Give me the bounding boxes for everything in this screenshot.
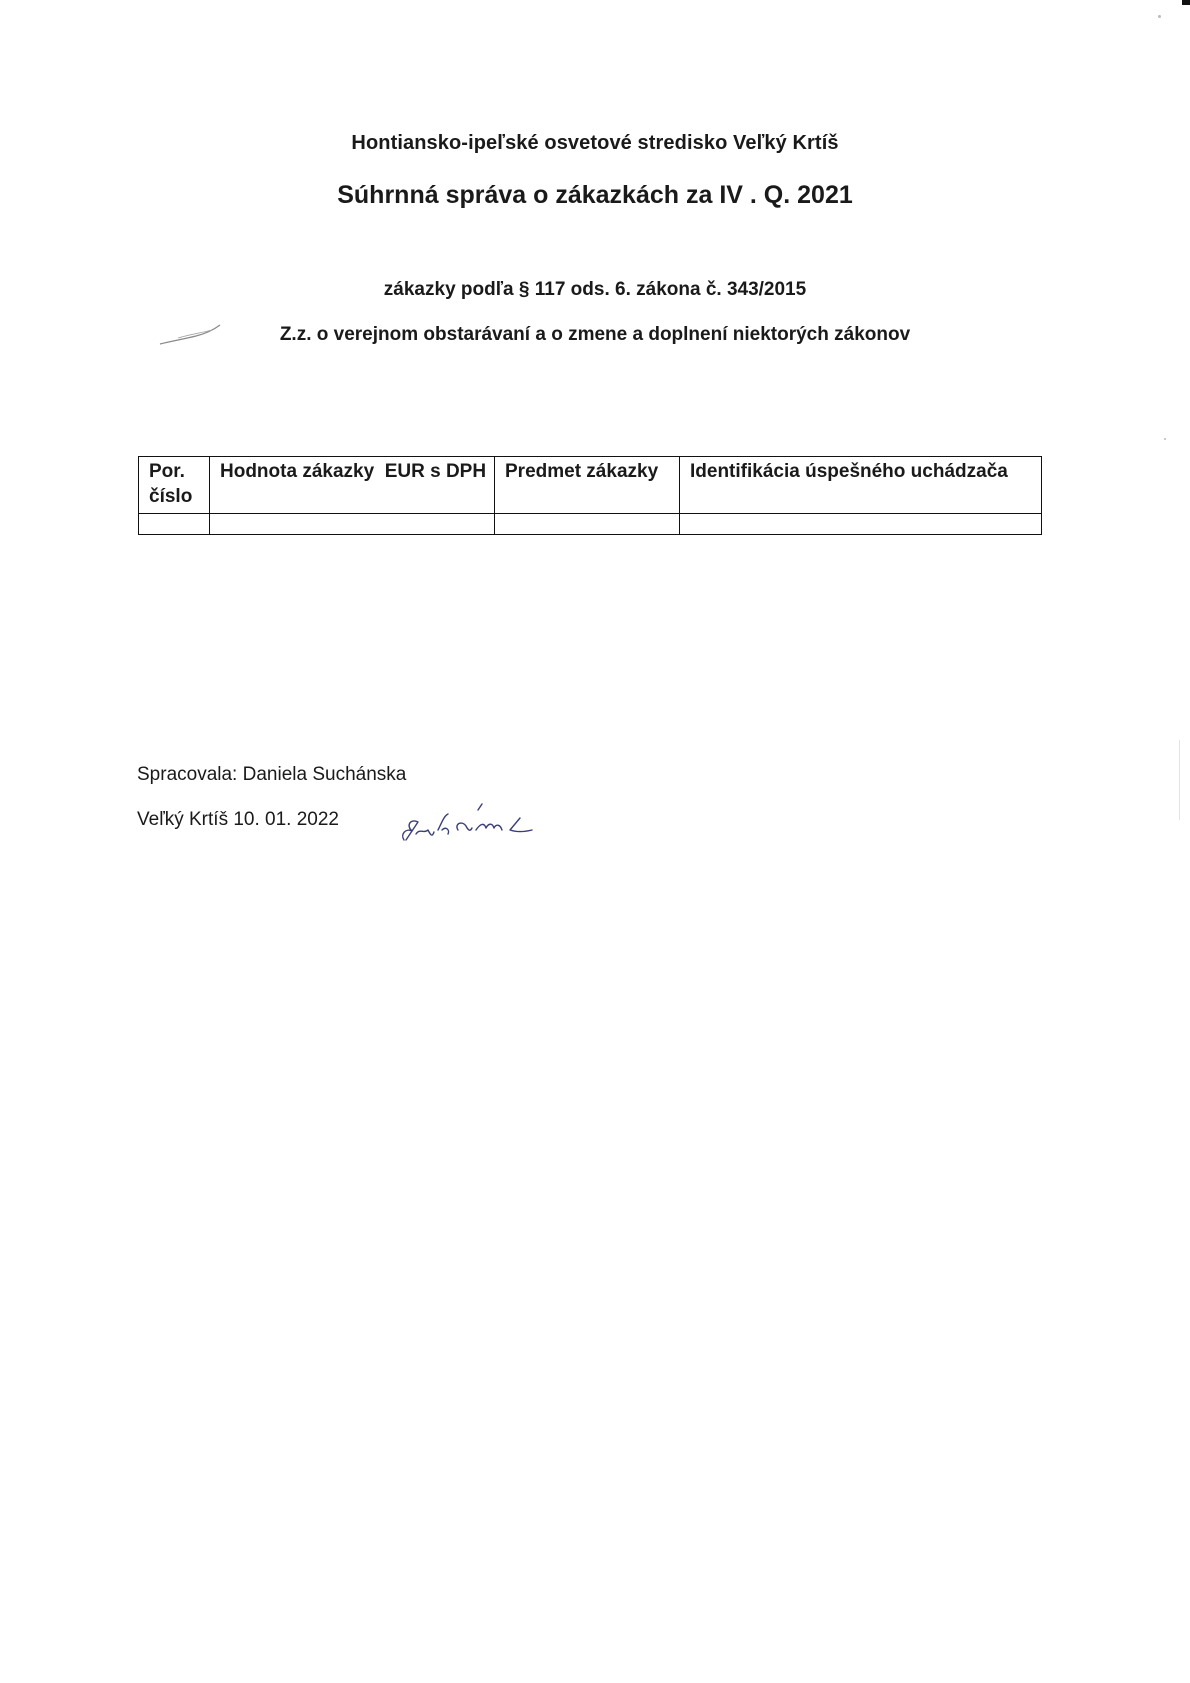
organization-name: Hontiansko-ipeľské osvetové stredisko Veľký Krtíš xyxy=(351,132,839,154)
column-header-successful-bidder xyxy=(680,457,1042,514)
column-header-text: Identifikácia úspešného uchádzača xyxy=(690,461,1008,482)
scan-artifact-mark xyxy=(1182,0,1190,5)
table-cell xyxy=(210,514,495,535)
column-header-text: Por. číslo xyxy=(149,461,193,507)
handwritten-signature xyxy=(398,800,538,850)
table-cell xyxy=(139,514,210,535)
scan-artifact-line xyxy=(1179,740,1180,820)
table-cell xyxy=(495,514,680,535)
scan-speck xyxy=(1158,15,1161,18)
legal-basis-line-2: Z.z. o verejnom obstarávaní a o zmene a doplnení niektorých zákonov xyxy=(279,324,911,345)
table-header-row xyxy=(139,457,1042,514)
legal-basis-line-1: zákazky podľa § 117 ods. 6. zákona č. 343/2015 xyxy=(383,279,807,300)
column-header-order-number xyxy=(139,457,210,514)
orders-table xyxy=(138,456,1042,535)
column-header-order-value xyxy=(210,457,495,514)
place-and-date: Veľký Krtíš 10. 01. 2022 xyxy=(137,809,339,830)
report-title: Súhrnná správa o zákazkách za IV . Q. 2021 xyxy=(337,181,853,209)
column-header-text: Hodnota zákazky EUR s DPH xyxy=(220,461,487,482)
column-header-text: Predmet zákazky xyxy=(505,461,659,482)
table-row xyxy=(139,514,1042,535)
table-cell xyxy=(680,514,1042,535)
scan-speck xyxy=(1164,438,1166,440)
column-header-order-subject xyxy=(495,457,680,514)
processed-by: Spracovala: Daniela Suchánska xyxy=(137,764,407,785)
